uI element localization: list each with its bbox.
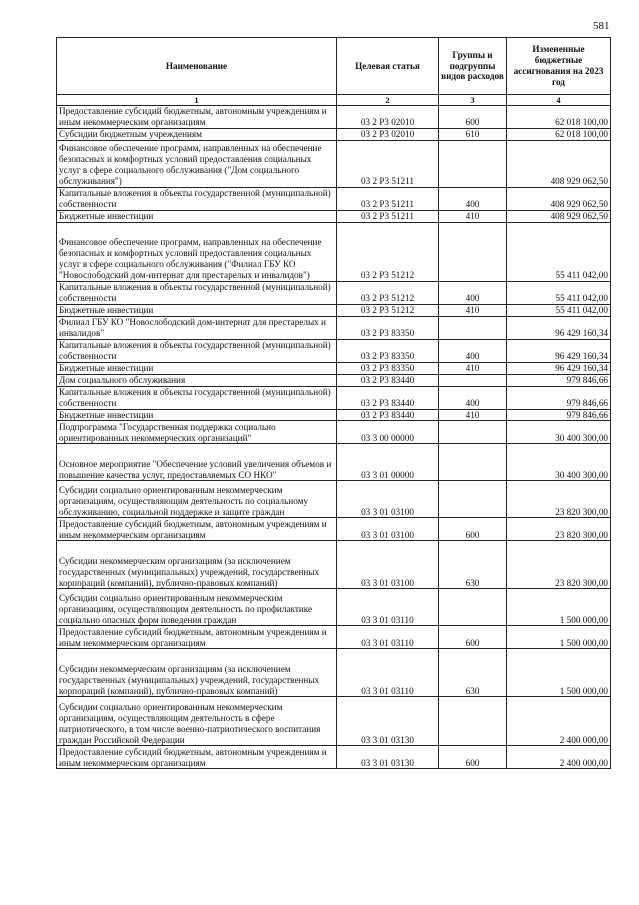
header-allocations-2023: Измененные бюджетные ассигнования на 2023 год	[507, 38, 611, 95]
table-row	[57, 316, 611, 339]
header-target-article: Целевая статья	[337, 38, 439, 95]
row-target-article: 03 2 Р3 02010	[337, 106, 439, 129]
table-row	[57, 281, 611, 304]
row-name: Предоставление субсидий бюджетным, автономным учреждениям и иным некоммерческим организациям	[57, 626, 337, 649]
row-amount: 408 929 062,50	[507, 210, 611, 222]
row-target-article: 03 3 01 03100	[337, 481, 439, 518]
row-amount: 30 400 300,00	[507, 421, 611, 444]
row-target-article: 03 2 Р3 83440	[337, 374, 439, 386]
column-number-row	[57, 95, 611, 106]
table-row	[57, 481, 611, 518]
row-amount: 55 411 042,00	[507, 281, 611, 304]
column-number: 3	[439, 95, 507, 106]
row-name: Бюджетные инвестиции	[57, 409, 337, 421]
row-amount: 96 429 160,34	[507, 339, 611, 362]
row-name: Субсидии бюджетным учреждениям	[57, 129, 337, 141]
table-row	[57, 106, 611, 129]
table-row	[57, 374, 611, 386]
row-name: Бюджетные инвестиции	[57, 304, 337, 316]
table-row	[57, 421, 611, 444]
row-target-article: 03 2 Р3 83350	[337, 362, 439, 374]
table-row	[57, 222, 611, 281]
row-target-article: 03 3 01 03130	[337, 697, 439, 746]
row-amount: 408 929 062,50	[507, 140, 611, 187]
row-name: Субсидии социально ориентированным некоммерческим организациям, осуществляющим деятельность по профилактике социально опасных форм поведения граждан	[57, 589, 337, 626]
row-amount: 62 018 100,00	[507, 129, 611, 141]
row-name: Капитальные вложения в объекты государственной (муниципальной) собственности	[57, 339, 337, 362]
row-expense-group	[439, 444, 507, 481]
table-row	[57, 518, 611, 541]
row-target-article: 03 3 00 00000	[337, 421, 439, 444]
row-expense-group: 600	[439, 746, 507, 769]
table-row	[57, 409, 611, 421]
row-amount: 979 846,66	[507, 386, 611, 409]
row-target-article: 03 2 Р3 51211	[337, 210, 439, 222]
row-name: Субсидии некоммерческим организациям (за исключением государственных (муниципальных) учреждений, государственных корпораций (компаний), публично-правовых компаний)	[57, 541, 337, 589]
row-expense-group: 600	[439, 518, 507, 541]
table-row	[57, 697, 611, 746]
row-expense-group: 400	[439, 187, 507, 210]
row-expense-group: 610	[439, 129, 507, 141]
row-amount: 1 500 000,00	[507, 649, 611, 697]
row-expense-group: 630	[439, 649, 507, 697]
row-amount: 979 846,66	[507, 374, 611, 386]
row-expense-group: 400	[439, 386, 507, 409]
row-expense-group: 400	[439, 339, 507, 362]
row-expense-group: 410	[439, 210, 507, 222]
header-expense-groups: Группы и подгруппы видов расходов	[439, 38, 507, 95]
row-expense-group	[439, 316, 507, 339]
row-amount: 23 820 300,00	[507, 541, 611, 589]
table-row	[57, 362, 611, 374]
row-target-article: 03 3 01 00000	[337, 444, 439, 481]
row-name: Предоставление субсидий бюджетным, автономным учреждениям и иным некоммерческим организациям	[57, 106, 337, 129]
row-name: Финансовое обеспечение программ, направленных на обеспечение безопасных и комфортных условий предоставления социальных услуг в сфере социального обслуживания ("Дом социального обслуживания")	[57, 140, 337, 187]
row-expense-group	[439, 481, 507, 518]
row-target-article: 03 2 Р3 51211	[337, 187, 439, 210]
table-row	[57, 187, 611, 210]
row-amount: 408 929 062,50	[507, 187, 611, 210]
row-target-article: 03 2 Р3 51212	[337, 222, 439, 281]
row-expense-group: 410	[439, 409, 507, 421]
budget-table	[56, 37, 611, 769]
table-row	[57, 444, 611, 481]
table-row	[57, 386, 611, 409]
row-expense-group	[439, 697, 507, 746]
row-amount: 1 500 000,00	[507, 626, 611, 649]
row-target-article: 03 2 Р3 51212	[337, 281, 439, 304]
row-name: Финансовое обеспечение программ, направленных на обеспечение безопасных и комфортных условий предоставления социальных услуг в сфере социального обслуживания ("Филиал ГБУ КО "Новослободский дом-интернат для престарелых и инвалидов")	[57, 222, 337, 281]
table-row	[57, 649, 611, 697]
row-name: Капитальные вложения в объекты государственной (муниципальной) собственности	[57, 281, 337, 304]
row-name: Основное мероприятие "Обеспечение условий увеличения объемов и повышение качества услуг, предоставляемых СО НКО"	[57, 444, 337, 481]
table-row	[57, 746, 611, 769]
row-amount: 2 400 000,00	[507, 697, 611, 746]
table-row	[57, 304, 611, 316]
table-row	[57, 129, 611, 141]
header-name: Наименование	[57, 38, 337, 95]
row-expense-group: 600	[439, 106, 507, 129]
row-name: Филиал ГБУ КО "Новослободский дом-интернат для престарелых и инвалидов"	[57, 316, 337, 339]
row-expense-group	[439, 421, 507, 444]
row-amount: 96 429 160,34	[507, 362, 611, 374]
row-target-article: 03 2 Р3 51211	[337, 140, 439, 187]
row-amount: 23 820 300,00	[507, 518, 611, 541]
row-target-article: 03 3 01 03100	[337, 541, 439, 589]
row-expense-group	[439, 222, 507, 281]
row-expense-group	[439, 140, 507, 187]
row-target-article: 03 3 01 03130	[337, 746, 439, 769]
row-name: Дом социального обслуживания	[57, 374, 337, 386]
row-name: Предоставление субсидий бюджетным, автономным учреждениям и иным некоммерческим организациям	[57, 518, 337, 541]
row-name: Подпрограмма "Государственная поддержка социально ориентированных некоммерческих организаций"	[57, 421, 337, 444]
row-amount: 979 846,66	[507, 409, 611, 421]
row-name: Субсидии социально ориентированным некоммерческим организациям, осуществляющим деятельность по социальному обслуживанию, социальной поддержке и защите граждан	[57, 481, 337, 518]
row-amount: 2 400 000,00	[507, 746, 611, 769]
column-number: 2	[337, 95, 439, 106]
row-name: Субсидии некоммерческим организациям (за исключением государственных (муниципальных) учреждений, государственных корпораций (компаний), публично-правовых компаний)	[57, 649, 337, 697]
row-name: Субсидии социально ориентированным некоммерческим организациям, осуществляющим деятельность в сфере патриотического, в том числе военно-патриотического воспитания граждан Российской Федерации	[57, 697, 337, 746]
row-target-article: 03 3 01 03110	[337, 649, 439, 697]
row-amount: 55 411 042,00	[507, 304, 611, 316]
row-name: Капитальные вложения в объекты государственной (муниципальной) собственности	[57, 187, 337, 210]
row-name: Бюджетные инвестиции	[57, 210, 337, 222]
row-name: Предоставление субсидий бюджетным, автономным учреждениям и иным некоммерческим организациям	[57, 746, 337, 769]
column-number: 4	[507, 95, 611, 106]
column-number: 1	[57, 95, 337, 106]
row-amount: 62 018 100,00	[507, 106, 611, 129]
row-expense-group: 600	[439, 626, 507, 649]
row-amount: 96 429 160,34	[507, 316, 611, 339]
row-target-article: 03 2 Р3 83350	[337, 339, 439, 362]
table-row	[57, 626, 611, 649]
table-row	[57, 589, 611, 626]
row-target-article: 03 2 Р3 83440	[337, 386, 439, 409]
row-target-article: 03 3 01 03110	[337, 626, 439, 649]
row-expense-group: 400	[439, 281, 507, 304]
table-row	[57, 140, 611, 187]
row-target-article: 03 2 Р3 02010	[337, 129, 439, 141]
row-amount: 55 411 042,00	[507, 222, 611, 281]
table-row	[57, 339, 611, 362]
row-expense-group: 410	[439, 362, 507, 374]
row-amount: 23 820 300,00	[507, 481, 611, 518]
row-target-article: 03 2 Р3 83350	[337, 316, 439, 339]
row-expense-group: 410	[439, 304, 507, 316]
row-name: Бюджетные инвестиции	[57, 362, 337, 374]
page-number: 581	[593, 20, 610, 32]
row-amount: 30 400 300,00	[507, 444, 611, 481]
row-name: Капитальные вложения в объекты государственной (муниципальной) собственности	[57, 386, 337, 409]
row-target-article: 03 3 01 03100	[337, 518, 439, 541]
row-expense-group: 630	[439, 541, 507, 589]
row-amount: 1 500 000,00	[507, 589, 611, 626]
row-target-article: 03 3 01 03110	[337, 589, 439, 626]
table-row	[57, 210, 611, 222]
table-row	[57, 541, 611, 589]
row-expense-group	[439, 374, 507, 386]
row-expense-group	[439, 589, 507, 626]
header-row	[57, 38, 611, 95]
row-target-article: 03 2 Р3 83440	[337, 409, 439, 421]
row-target-article: 03 2 Р3 51212	[337, 304, 439, 316]
